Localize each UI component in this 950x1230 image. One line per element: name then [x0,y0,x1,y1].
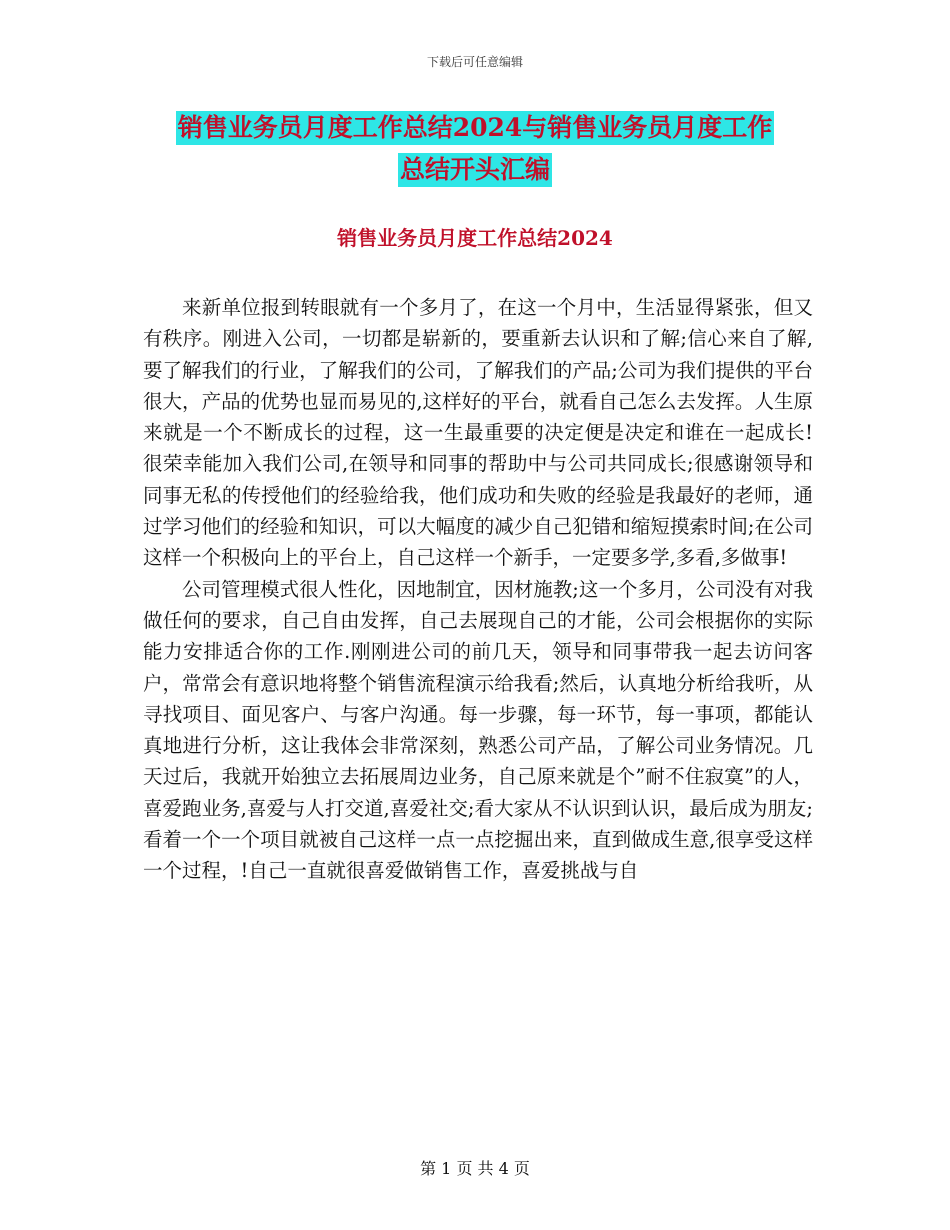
paragraph: 来新单位报到转眼就有一个多月了，在这一个月中，生活显得紧张，但又有秩序。刚进入公司，一切都是崭新的，要重新去认识和了解;信心来自了解,要了解我们的行业，了解我们的公司，了解我们的产品;公司为我们提供的平台很大，产品的优势也显而易见的,这样好的平台，就看自己怎么去发挥。人生原来就是一个不断成长的过程，这一生最重要的决定便是决定和谁在一起成长!很荣幸能加入我们公司,在领导和同事的帮助中与公司共同成长;很感谢领导和同事无私的传授他们的经验给我，他们成功和失败的经验是我最好的老师，通过学习他们的经验和知识，可以大幅度的减少自己犯错和缩短摸索时间;在公司这样一个积极向上的平台上，自己这样一个新手，一定要多学,多看,多做事! [143,296,813,570]
page-header-note: 下载后可任意编辑 [426,55,523,69]
paragraph: 公司管理模式很人性化，因地制宜，因材施教;这一个多月，公司没有对我做任何的要求，自己自由发挥，自己去展现自己的才能，公司会根据你的实际能力安排适合你的工作.刚刚进公司的前几天，领导和同事带我一起去访问客户，常常会有意识地将整个销售流程演示给我看;然后，认真地分析给我听，从寻找项目、面见客户、与客户沟通。每一步骤，每一环节，每一事项，都能认真地进行分析，这让我体会非常深刻，熟悉公司产品，了解公司业务情况。几天过后，我就开始独立去拓展周边业务，自己原来就是个”耐不住寂寞”的人，喜爱跑业务,喜爱与人打交道,喜爱社交;看大家从不认识到认识，最后成为朋友;看着一个一个项目就被自己这样一点一点挖掘出来，直到做成生意,很享受这样一个过程，!自己一直就很喜爱做销售工作，喜爱挑战与自 [143,577,813,883]
title-line-2: 总结开头汇编 [398,153,552,187]
title-line-1: 销售业务员月度工作总结2024与销售业务员月度工作 [176,111,775,145]
document-title [0,111,950,187]
page-footer: 第 1 页 共 4 页 [420,1159,530,1178]
section-heading: 销售业务员月度工作总结2024 [337,226,613,250]
body-text [143,292,813,887]
